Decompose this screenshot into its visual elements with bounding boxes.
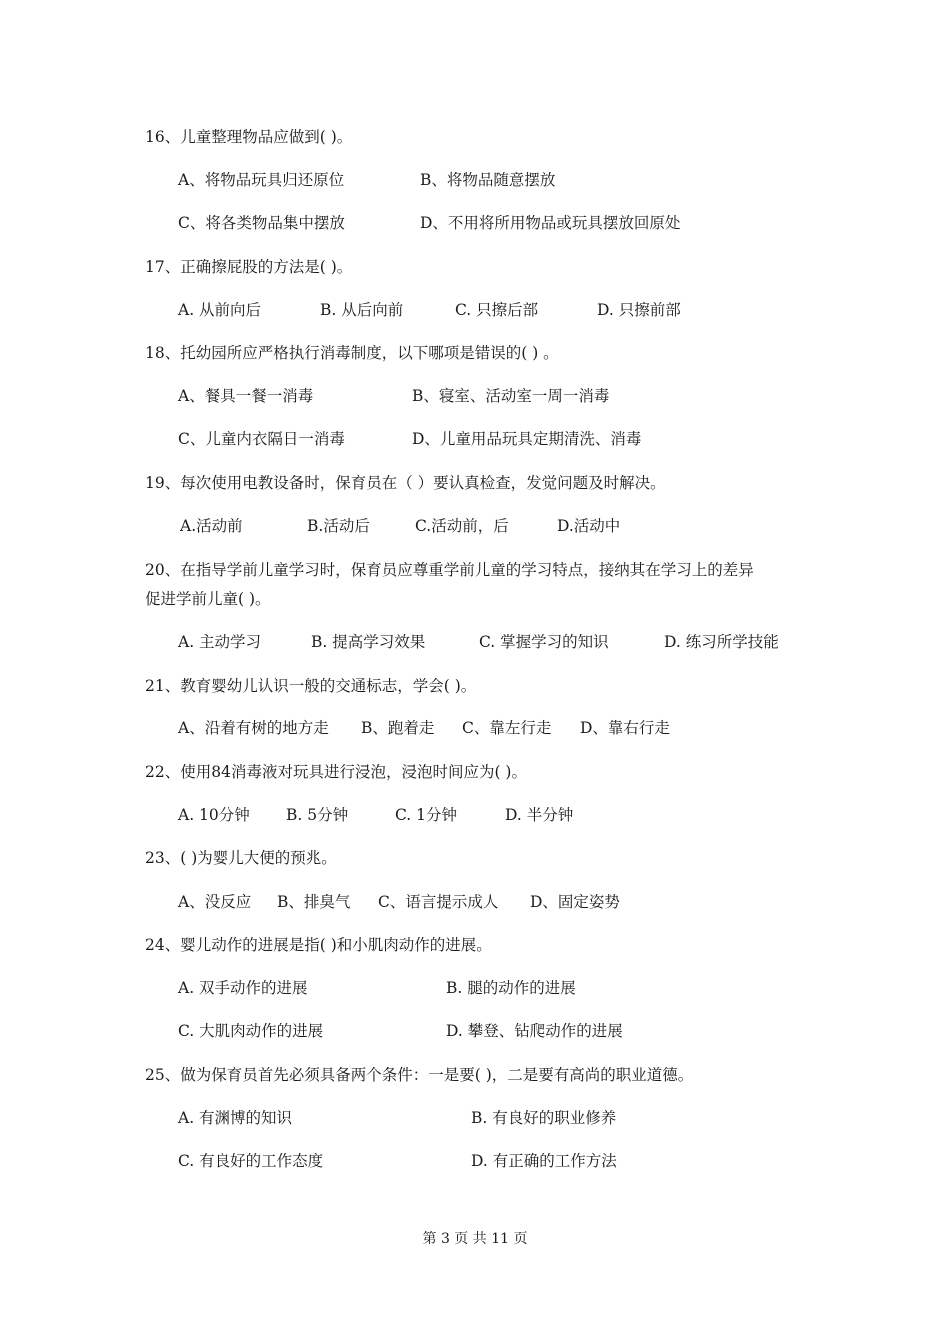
q24-option-d: D. 攀登、钻爬动作的进展 bbox=[446, 1022, 623, 1040]
q22-option-a: A. 10分钟 bbox=[178, 806, 250, 824]
q23-option-a: A、没反应 bbox=[178, 893, 252, 911]
q19-option-c: C.活动前，后 bbox=[415, 517, 509, 535]
question-17: 17、正确擦屁股的方法是( )。 bbox=[145, 258, 353, 276]
q21-option-a: A、沿着有树的地方走 bbox=[178, 719, 329, 737]
question-18: 18、托幼园所应严格执行消毒制度，以下哪项是错误的( ) 。 bbox=[145, 344, 559, 362]
q22-option-c: C. 1分钟 bbox=[395, 806, 458, 824]
q21-option-d: D、靠右行走 bbox=[580, 719, 670, 737]
question-16: 16、儿童整理物品应做到( )。 bbox=[145, 128, 353, 146]
q17-option-b: B. 从后向前 bbox=[320, 301, 404, 319]
question-23: 23、( )为婴儿大便的预兆。 bbox=[145, 849, 337, 867]
q19-option-b: B.活动后 bbox=[307, 517, 370, 535]
q23-option-c: C、语言提示成人 bbox=[378, 893, 499, 911]
q24-option-c: C. 大肌肉动作的进展 bbox=[178, 1022, 324, 1040]
q20-option-d: D. 练习所学技能 bbox=[664, 633, 779, 651]
q16-option-d: D、不用将所用物品或玩具摆放回原处 bbox=[420, 214, 681, 232]
q23-option-d: D、固定姿势 bbox=[530, 893, 620, 911]
q19-option-a: A.活动前 bbox=[180, 517, 243, 535]
q16-option-c: C、将各类物品集中摆放 bbox=[178, 214, 345, 232]
question-20-continued: 促进学前儿童( )。 bbox=[145, 590, 271, 608]
q24-option-a: A. 双手动作的进展 bbox=[178, 979, 308, 997]
q21-option-b: B、跑着走 bbox=[361, 719, 435, 737]
page-number-footer: 第 3 页 共 11 页 bbox=[422, 1231, 528, 1247]
question-19: 19、每次使用电教设备时，保育员在（ ）要认真检查，发觉问题及时解决。 bbox=[145, 474, 666, 492]
q18-option-c: C、儿童内衣隔日一消毒 bbox=[178, 430, 345, 448]
q16-option-a: A、将物品玩具归还原位 bbox=[178, 171, 345, 189]
q22-option-b: B. 5分钟 bbox=[286, 806, 349, 824]
q16-option-b: B、将物品随意摆放 bbox=[420, 171, 556, 189]
q20-option-b: B. 提高学习效果 bbox=[311, 633, 426, 651]
question-22: 22、使用84消毒液对玩具进行浸泡，浸泡时间应为( )。 bbox=[145, 763, 527, 781]
q19-option-d: D.活动中 bbox=[557, 517, 621, 535]
q17-option-a: A. 从前向后 bbox=[178, 301, 262, 319]
q21-option-c: C、靠左行走 bbox=[462, 719, 552, 737]
q17-option-d: D. 只擦前部 bbox=[597, 301, 681, 319]
q20-option-a: A. 主动学习 bbox=[178, 633, 262, 651]
q22-option-d: D. 半分钟 bbox=[505, 806, 574, 824]
q18-option-d: D、儿童用品玩具定期清洗、消毒 bbox=[412, 430, 642, 448]
q18-option-b: B、寝室、活动室一周一消毒 bbox=[412, 387, 610, 405]
q23-option-b: B、排臭气 bbox=[277, 893, 351, 911]
q24-option-b: B. 腿的动作的进展 bbox=[446, 979, 576, 997]
question-21: 21、教育婴幼儿认识一般的交通标志，学会( )。 bbox=[145, 677, 477, 695]
question-24: 24、婴儿动作的进展是指( )和小肌肉动作的进展。 bbox=[145, 936, 492, 954]
q17-option-c: C. 只擦后部 bbox=[455, 301, 539, 319]
question-25: 25、做为保育员首先必须具备两个条件：一是要( )，二是要有高尚的职业道德。 bbox=[145, 1066, 694, 1084]
q25-option-c: C. 有良好的工作态度 bbox=[178, 1152, 324, 1170]
q20-option-c: C. 掌握学习的知识 bbox=[479, 633, 609, 651]
question-20: 20、在指导学前儿童学习时，保育员应尊重学前儿童的学习特点，接纳其在学习上的差异 bbox=[145, 561, 754, 579]
q25-option-d: D. 有正确的工作方法 bbox=[471, 1152, 617, 1170]
q25-option-a: A. 有渊博的知识 bbox=[178, 1109, 293, 1127]
q25-option-b: B. 有良好的职业修养 bbox=[471, 1109, 617, 1127]
q18-option-a: A、餐具一餐一消毒 bbox=[178, 387, 314, 405]
